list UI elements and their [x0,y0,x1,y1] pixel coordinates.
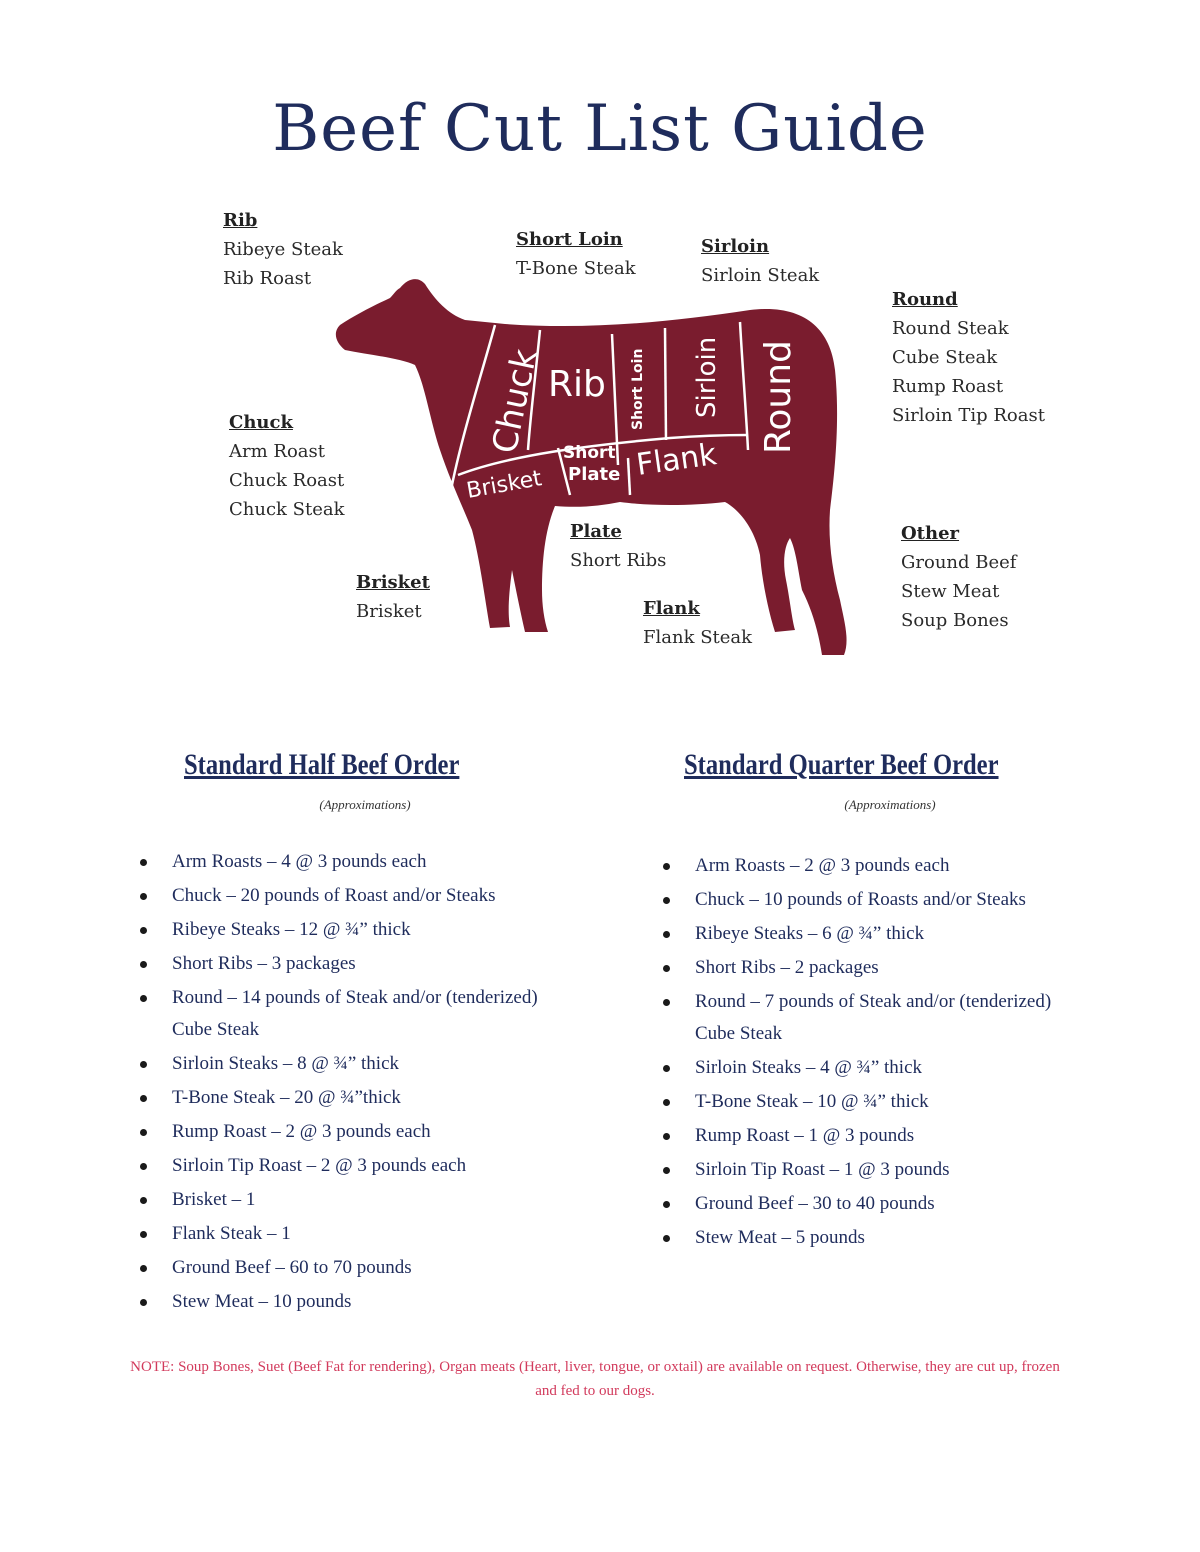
cut-group-chuck [229,408,345,524]
list-item: Arm Roasts – 2 @ 3 pounds each [663,850,1063,882]
cut-item: Round Steak [892,318,1009,339]
cut-heading-other: Other [901,523,960,544]
cut-heading-round: Round [892,289,958,310]
cut-heading-sirloin: Sirloin [701,236,770,257]
diagram-label-flank: Flank [634,437,719,483]
cut-heading-flank: Flank [643,598,700,619]
cut-item: Chuck Steak [229,499,345,520]
list-item: Sirloin Steaks – 4 @ ¾” thick [663,1052,1063,1084]
list-item: Stew Meat – 5 pounds [663,1222,1063,1254]
cut-item: Cube Steak [892,347,998,368]
half-order-title: Standard Half Beef Order [184,748,460,781]
cut-group-round [892,285,1045,430]
list-item: Ribeye Steaks – 6 @ ¾” thick [663,918,1063,950]
cut-item: T-Bone Steak [516,258,636,279]
cut-heading-plate: Plate [570,521,622,542]
cut-item: Short Ribs [570,550,667,571]
list-item: Flank Steak – 1 [140,1218,540,1250]
list-item: Sirloin Tip Roast – 1 @ 3 pounds [663,1154,1063,1186]
diagram-label-round: Round [758,340,799,454]
cut-item: Chuck Roast [229,470,345,491]
diagram-label-plate: Plate [568,464,621,485]
cut-heading-brisket: Brisket [356,572,430,593]
cut-item: Arm Roast [229,441,325,462]
diagram-label-short-loin: Short Loin [630,348,646,430]
cut-heading-rib: Rib [223,210,258,231]
diagram-label-short: Short [563,443,616,463]
cut-heading-chuck: Chuck [229,412,293,433]
list-item: Ribeye Steaks – 12 @ ¾” thick [140,914,540,946]
list-item: T-Bone Steak – 20 @ ¾”thick [140,1082,540,1114]
half-order-list [140,846,540,1320]
quarter-order-subtitle: (Approximations) [844,797,936,812]
footer-note: NOTE: Soup Bones, Suet (Beef Fat for rendering), Organ meats (Heart, liver, tongue, or oxtail) are available on request. Otherwise, they are cut up, frozen and fed to our dogs. [130,1359,1060,1399]
cut-item: Ribeye Steak [223,239,343,260]
diagram-label-sirloin: Sirloin [692,336,722,418]
cut-item: Sirloin Tip Roast [892,405,1045,426]
list-item: Round – 7 pounds of Steak and/or (tenderized) Cube Steak [663,986,1063,1050]
cut-item: Soup Bones [901,610,1009,631]
list-item: Round – 14 pounds of Steak and/or (tenderized) Cube Steak [140,982,540,1046]
quarter-order-list [663,850,1063,1256]
diagram-label-brisket: Brisket [464,466,544,504]
cut-item: Rib Roast [223,268,312,289]
list-item: Short Ribs – 2 packages [663,952,1063,984]
cut-item: Flank Steak [643,627,753,648]
diagram-label-rib: Rib [548,364,606,405]
list-item: Arm Roasts – 4 @ 3 pounds each [140,846,540,878]
list-item: Short Ribs – 3 packages [140,948,540,980]
list-item: Brisket – 1 [140,1184,540,1216]
page-title: Beef Cut List Guide [272,92,928,166]
cut-group-rib [223,206,343,293]
cut-item: Brisket [356,601,422,622]
half-order-subtitle: (Approximations) [319,797,411,812]
diagram-label-chuck: Chuck [484,345,546,457]
list-item: Rump Roast – 2 @ 3 pounds each [140,1116,540,1148]
list-item: T-Bone Steak – 10 @ ¾” thick [663,1086,1063,1118]
list-item: Stew Meat – 10 pounds [140,1286,540,1318]
quarter-order-title: Standard Quarter Beef Order [684,748,999,781]
cut-item: Rump Roast [892,376,1004,397]
cut-item: Ground Beef [901,552,1017,573]
cut-group-other [901,519,1016,635]
list-item: Sirloin Tip Roast – 2 @ 3 pounds each [140,1150,540,1182]
list-item: Chuck – 10 pounds of Roasts and/or Steaks [663,884,1063,916]
beef-cut-diagram [330,270,850,660]
cut-item: Sirloin Steak [701,265,820,286]
list-item: Ground Beef – 60 to 70 pounds [140,1252,540,1284]
list-item: Rump Roast – 1 @ 3 pounds [663,1120,1063,1152]
list-item: Chuck – 20 pounds of Roast and/or Steaks [140,880,540,912]
cut-item: Stew Meat [901,581,1000,602]
list-item: Ground Beef – 30 to 40 pounds [663,1188,1063,1220]
list-item: Sirloin Steaks – 8 @ ¾” thick [140,1048,540,1080]
cut-heading-short-loin: Short Loin [516,229,623,250]
